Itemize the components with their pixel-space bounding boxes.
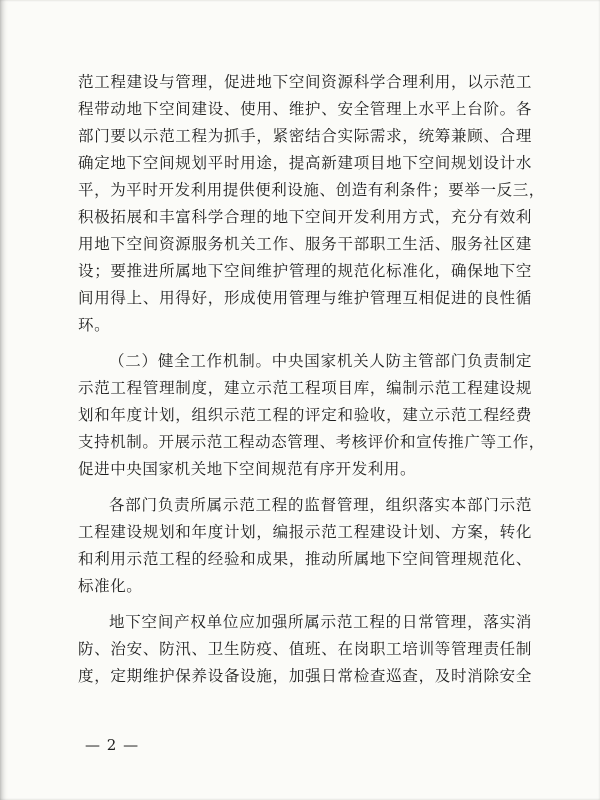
- text-line: 间用得上、用得好，形成使用管理与维护管理互相促进的良性循: [78, 289, 532, 307]
- text-line: 度，定期维护保养设备设施，加强日常检查巡查，及时消除安全: [78, 667, 532, 685]
- text-line: 和利用示范工程的经验和成果，推动所属地下空间管理规范化、: [78, 550, 532, 568]
- text-line: 地下空间产权单位应加强所属示范工程的日常管理，落实消: [109, 613, 532, 631]
- page-number: — 2 —: [85, 736, 140, 754]
- paragraph-1: [78, 69, 545, 339]
- text-line: 工程建设规划和年度计划，编报示范工程建设计划、方案，转化: [78, 523, 532, 541]
- text-line: 确定地下空间规划平时用途，提高新建项目地下空间规划设计水: [78, 154, 532, 172]
- text-line: 用地下空间资源服务机关工作、服务干部职工生活、服务社区建: [78, 235, 532, 253]
- paragraph-2: [78, 348, 545, 483]
- text-line: 部门要以示范工程为抓手，紧密结合实际需求，统筹兼顾、合理: [78, 127, 532, 145]
- text-line: 防、治安、防汛、卫生防疫、值班、在岗职工培训等管理责任制: [78, 640, 532, 658]
- text-line: 环。: [78, 316, 111, 334]
- text-line: 平，为平时开发利用提供便利设施、创造有利条件；要举一反三，: [78, 181, 545, 199]
- text-line: 积极拓展和丰富科学合理的地下空间开发利用方式，充分有效利: [78, 208, 532, 226]
- text-line: 各部门负责所属示范工程的监督管理，组织落实本部门示范: [109, 496, 532, 514]
- document-body: [78, 69, 545, 690]
- paragraph-4: [78, 609, 532, 690]
- text-line: 标准化。: [78, 577, 143, 595]
- text-line: 示范工程管理制度，建立示范工程项目库，编制示范工程建设规: [78, 379, 532, 397]
- text-line: 促进中央国家机关地下空间规范有序开发利用。: [78, 460, 417, 478]
- text-line: 划和年度计划，组织示范工程的评定和验收，建立示范工程经费: [78, 406, 532, 424]
- text-line: 设；要推进所属地下空间维护管理的规范化标准化，确保地下空: [78, 262, 532, 280]
- section-heading-line: （二）健全工作机制。中央国家机关人防主管部门负责制定: [109, 352, 532, 370]
- text-line: 范工程建设与管理，促进地下空间资源科学合理利用，以示范工: [78, 73, 532, 91]
- paragraph-3: [78, 492, 532, 600]
- text-line: 程带动地下空间建设、使用、维护、安全管理上水平上台阶。各: [78, 100, 532, 118]
- text-line: 支持机制。开展示范工程动态管理、考核评价和宣传推广等工作，: [78, 433, 545, 451]
